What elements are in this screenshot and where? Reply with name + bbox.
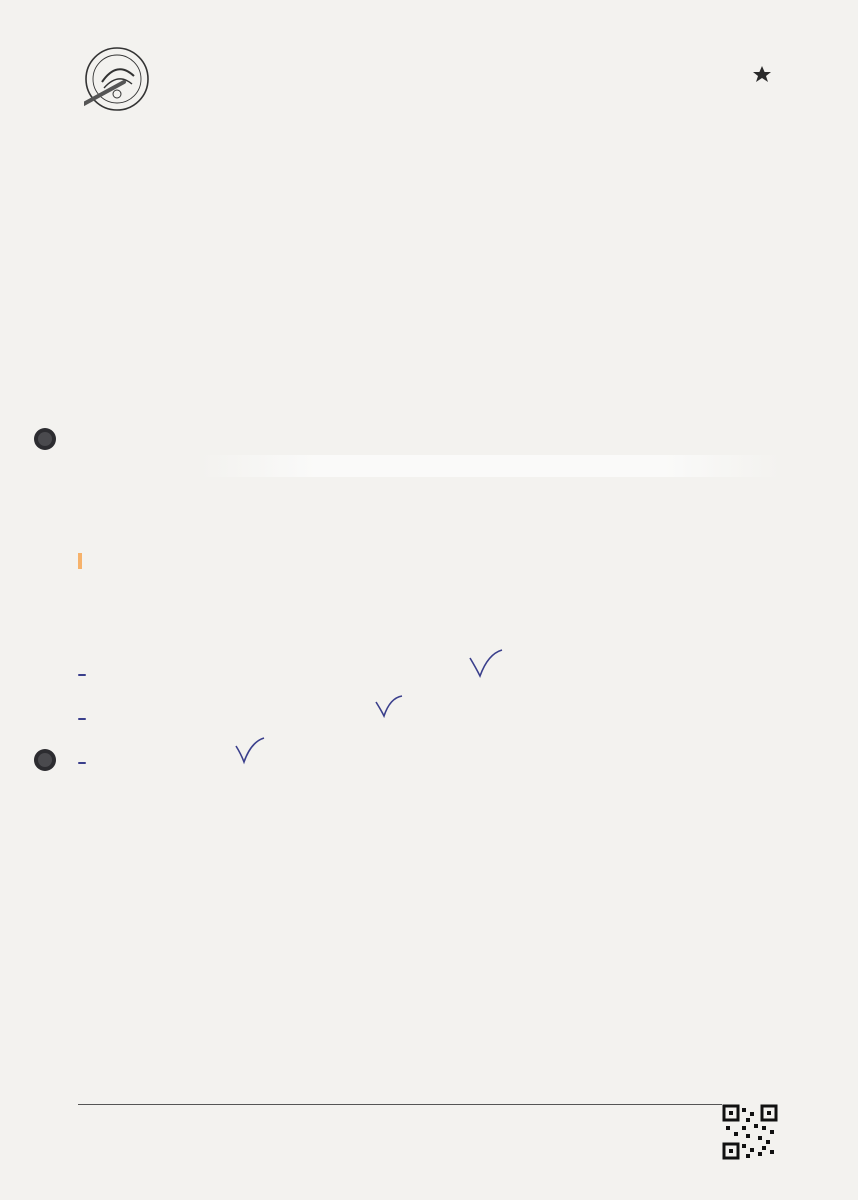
punch-hole-top [34, 428, 56, 450]
punch-hole-bottom [34, 749, 56, 771]
para1-line-7 [78, 553, 775, 570]
circled-dilekce [78, 674, 86, 676]
centenary-logo [652, 52, 772, 116]
qr-code [722, 1104, 778, 1160]
circled-analiz-ucretinin [78, 718, 86, 720]
para2-line-8 [78, 752, 775, 769]
para2-line-4 [78, 664, 775, 681]
footer-divider [78, 1104, 778, 1105]
ministry-seal-logo [84, 46, 150, 112]
redacted-area [200, 455, 780, 477]
circled-200-tl [78, 762, 86, 764]
highlight-kalsiyum-tayini [78, 553, 82, 569]
para2-line-6 [78, 708, 775, 725]
